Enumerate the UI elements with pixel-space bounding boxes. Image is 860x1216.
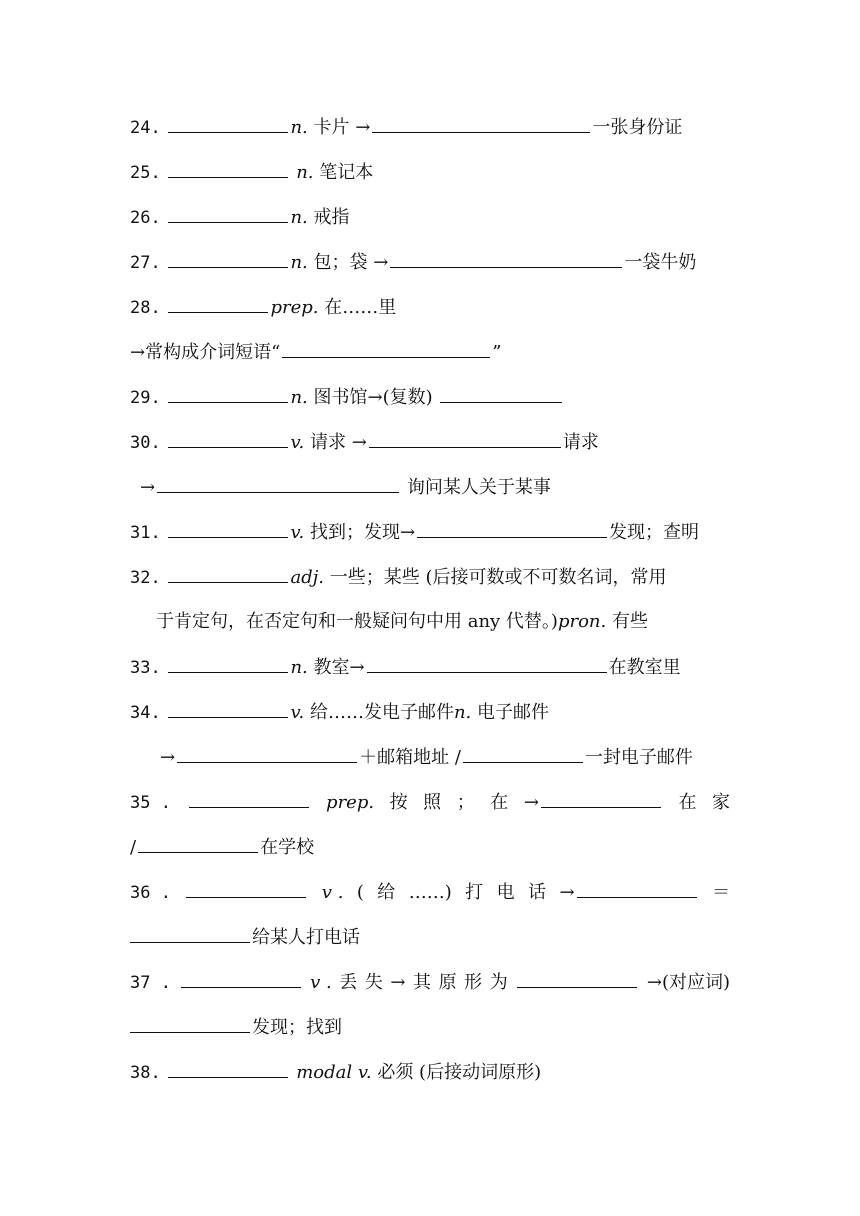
item-25: 25. n. 笔记本 xyxy=(130,157,730,187)
answer-blank[interactable] xyxy=(541,787,661,808)
item-28-cont: →常构成介词短语“ ” xyxy=(130,337,730,367)
item-33: 33. n. 教室→ 在教室里 xyxy=(130,652,730,682)
answer-blank[interactable] xyxy=(367,652,607,673)
answer-blank[interactable] xyxy=(168,697,288,718)
item-27: 27. n. 包；袋 → 一袋牛奶 xyxy=(130,247,730,277)
answer-blank[interactable] xyxy=(168,427,288,448)
item-31: 31. v. 找到；发现→ 发现；查明 xyxy=(130,517,730,547)
answer-blank[interactable] xyxy=(463,742,583,763)
answer-blank[interactable] xyxy=(168,562,288,583)
answer-blank[interactable] xyxy=(177,742,357,763)
item-35-cont: / 在学校 xyxy=(130,832,730,862)
answer-blank[interactable] xyxy=(168,157,288,178)
answer-blank[interactable] xyxy=(189,787,309,808)
item-34-cont: → ＋邮箱地址 / 一封电子邮件 xyxy=(160,742,760,772)
answer-blank[interactable] xyxy=(168,652,288,673)
answer-blank[interactable] xyxy=(417,517,607,538)
item-30: 30. v. 请求 → 请求 xyxy=(130,427,730,457)
item-32: 32. adj. 一些；某些 (后接可数或不可数名词，常用 xyxy=(130,562,730,592)
answer-blank[interactable] xyxy=(181,967,301,988)
answer-blank[interactable] xyxy=(186,877,306,898)
item-32-cont: 于肯定句，在否定句和一般疑问句中用 any 代替。)pron. 有些 xyxy=(156,611,648,632)
answer-blank[interactable] xyxy=(168,112,288,133)
answer-blank[interactable] xyxy=(517,967,637,988)
item-26: 26. n. 戒指 xyxy=(130,202,730,232)
answer-blank[interactable] xyxy=(168,1057,288,1078)
item-24: 24. n. 卡片 → 一张身份证 xyxy=(130,112,730,142)
item-37: 37 . v . 丢 失 → 其 原 形 为 →(对应词) xyxy=(130,967,730,997)
answer-blank[interactable] xyxy=(440,382,562,403)
item-29: 29. n. 图书馆→(复数) xyxy=(130,382,730,412)
answer-blank[interactable] xyxy=(168,292,268,313)
answer-blank[interactable] xyxy=(372,112,590,133)
answer-blank[interactable] xyxy=(369,427,561,448)
item-30-cont: → 询问某人关于某事 xyxy=(140,472,740,502)
answer-blank[interactable] xyxy=(168,517,288,538)
answer-blank[interactable] xyxy=(577,877,697,898)
answer-blank[interactable] xyxy=(390,247,622,268)
answer-blank[interactable] xyxy=(138,832,258,853)
answer-blank[interactable] xyxy=(130,1012,250,1033)
answer-blank[interactable] xyxy=(157,472,399,493)
answer-blank[interactable] xyxy=(168,202,288,223)
answer-blank[interactable] xyxy=(282,337,490,358)
item-36-cont: 给某人打电话 xyxy=(130,922,730,952)
item-38: 38. modal v. 必须 (后接动词原形) xyxy=(130,1057,730,1087)
item-28: 28. prep. 在……里 xyxy=(130,292,730,322)
answer-blank[interactable] xyxy=(168,382,288,403)
item-35: 35 . prep. 按 照 ； 在 → 在 家 xyxy=(130,787,730,817)
item-34: 34. v. 给……发电子邮件n. 电子邮件 xyxy=(130,697,730,727)
answer-blank[interactable] xyxy=(130,922,250,943)
item-36: 36 . v . ( 给 ……) 打 电 话 → ＝ xyxy=(130,877,730,907)
item-37-cont: 发现；找到 xyxy=(130,1012,730,1042)
answer-blank[interactable] xyxy=(168,247,288,268)
